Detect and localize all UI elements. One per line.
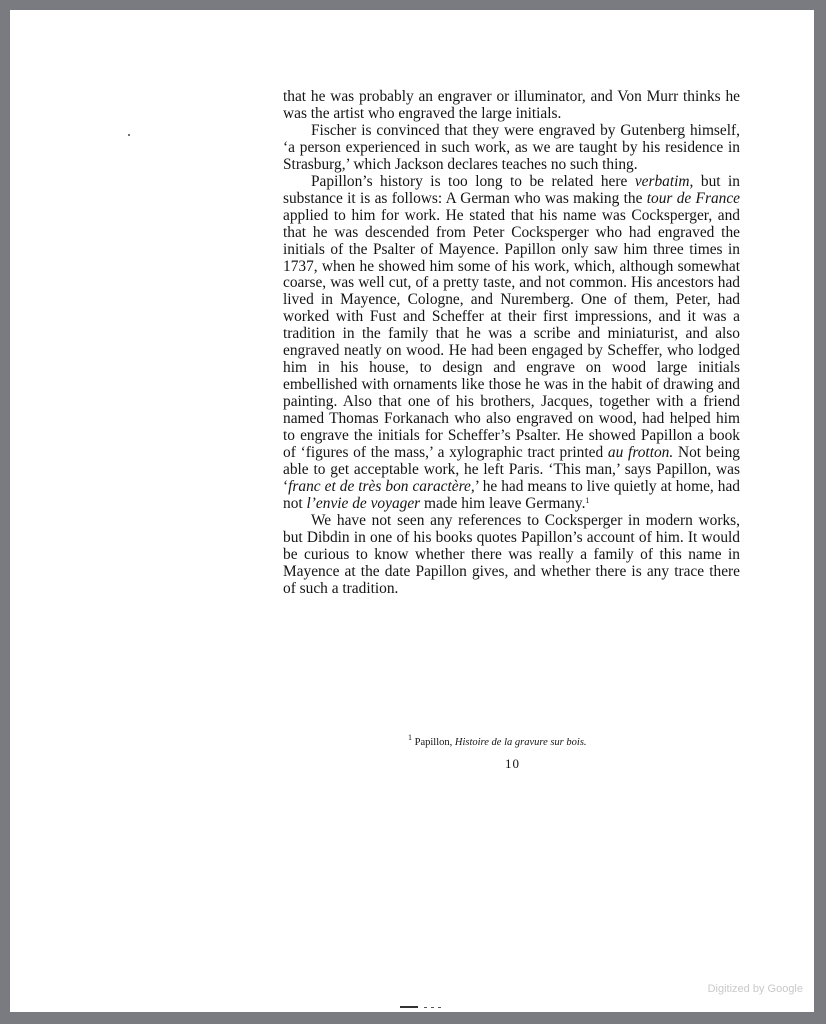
text-run: Not being able to get acceptable work, he left Paris. ‘This man,’ says Papillon, was ‘ (283, 444, 741, 495)
text-run: made him leave Germany. (420, 494, 586, 512)
italic-text: tour de France (646, 189, 740, 207)
italic-text: au frotton. (607, 444, 674, 462)
footnote-reference: 1 (585, 495, 590, 505)
text-run: Fischer is convinced that they were engraved by Gutenberg himself, ‘a person experienced in such work, as we are taught by his residence in Strasburg,’ which Jackson declares teaches no such thing. (283, 121, 740, 173)
italic-text: franc et de très bon caractère, (288, 477, 475, 495)
italic-text: verbatim, (634, 172, 694, 190)
text-run: but in substance it is as follows: A German who was making the (283, 172, 740, 207)
page-number: 10 (505, 756, 520, 771)
paragraph (283, 174, 740, 513)
watermark: Digitized by Google (707, 983, 803, 995)
book-page (10, 10, 814, 1012)
text-run: We have not seen any references to Cocksperger in modern works, but Dibdin in one of his books quotes Papillon’s account of him. It would be curious to know whether there was really a family of this name in Mayence at the date Papillon gives, and whether there is any trace there of such a tradition. (283, 511, 740, 597)
paragraph (283, 513, 740, 598)
italic-text: l’envie de voyager (306, 494, 421, 512)
footnote-author: Papillon, (412, 737, 455, 748)
footnote-title: Histoire de la gravure sur bois. (454, 737, 587, 748)
scan-speck (128, 134, 130, 136)
scan-artifact (398, 1004, 458, 1012)
footnote-marker: 1 (408, 733, 412, 742)
text-run: ’ he had means to live quietly at home, had not (283, 477, 740, 512)
text-run: that he was probably an engraver or illuminator, and Von Murr thinks he was the artist who engraved the large initials. (283, 88, 740, 122)
text-run: Papillon’s history is too long to be related here (311, 172, 635, 190)
footnote (408, 733, 587, 748)
paragraph (283, 89, 740, 123)
body-text (283, 89, 740, 598)
paragraph (283, 123, 740, 174)
text-run: applied to him for work. He stated that his name was Cocksperger, and that he was descended from Peter Cocksperger who had engraved the initials of the Psalter of Mayence. Papillon only saw him three times in 1737, when he showed him some of his work, which, although somewhat coarse, was well cut, of a pretty taste, and not common. His ancestors had lived in Mayence, Cologne, and Nuremberg. One of them, Peter, had worked with Fust and Scheffer at their first impressions, and it was a tradition in the family that he was a scribe and miniaturist, and also engraved neatly on wood. He had been engaged by Scheffer, who lodged him in his house, to design and engrave on wood large initials embellished with ornaments like those he was in the habit of drawing and painting. Also that one of his brothers, Jacques, together with a friend named Thomas Forkanach who also engraved on wood, had helped him to engrave the initials for Scheffer’s Psalter. He showed Papillon a book of ‘figures of the mass,’ a xylographic tract printed (283, 206, 740, 462)
